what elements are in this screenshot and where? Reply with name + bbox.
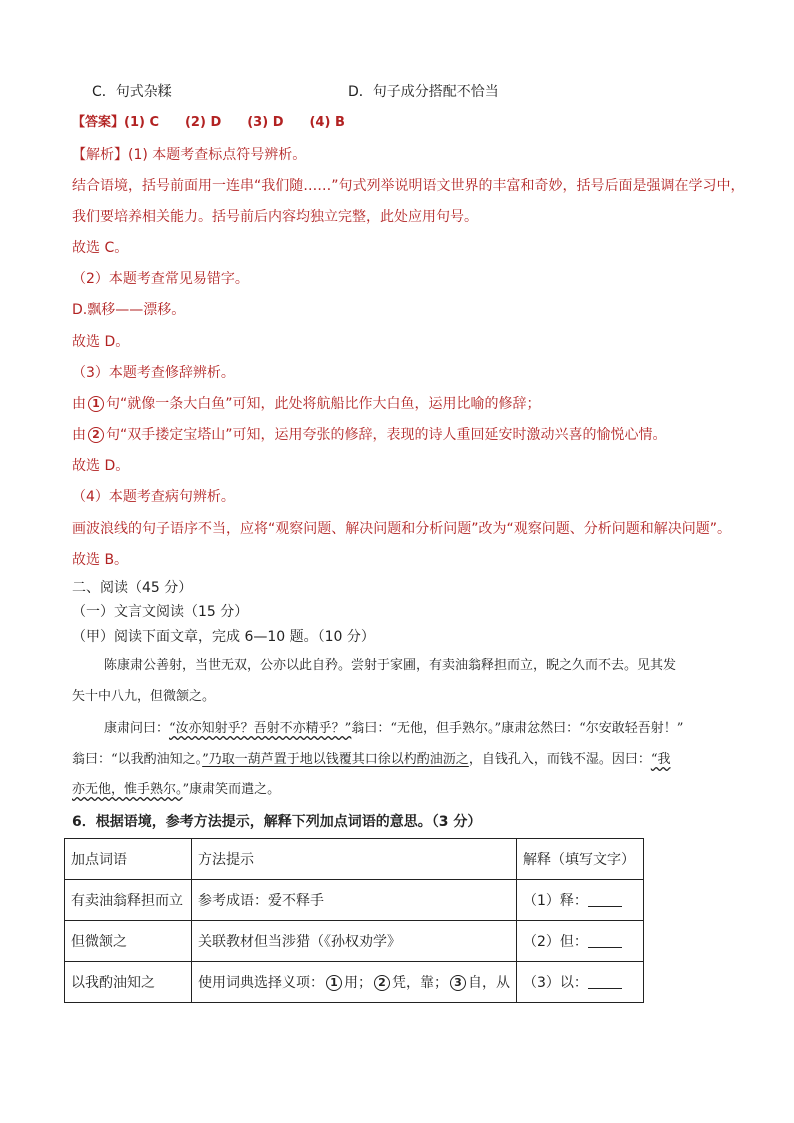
table-cell-answer: （2）但： <box>517 921 644 962</box>
table-cell-answer: （1）释： <box>517 880 644 921</box>
analysis-line-6: D.飘移——漂移。 <box>72 302 186 318</box>
question-6-prompt: 6．根据语境，参考方法提示，解释下列加点词语的意思。（3 分） <box>72 814 482 830</box>
analysis-line-13: 画波浪线的句子语序不当，应将“观察问题、解决问题和分析问题”改为“观察问题、分析问题和解决问题”。 <box>72 521 732 537</box>
passage-p2-b: 翁曰：“以我酌油知之。”乃取一葫芦置于地以钱覆其口徐以杓酌油沥之，自钱孔入，而钱不湿。因曰：“我 <box>72 752 671 767</box>
table-cell-word: 以我酌油知之 <box>65 962 192 1003</box>
passage-instruction: （甲）阅读下面文章，完成 6—10 题。（10 分） <box>72 629 375 645</box>
table-row <box>65 962 644 1003</box>
table-header: 加点词语 <box>65 839 192 880</box>
analysis-line-2: 结合语境，括号前面用一连串“我们随……”句式列举说明语文世界的丰富和奇妙，括号后面是强调在学习中， <box>72 178 745 194</box>
passage-p1-a: 陈康肃公善射，当世无双，公亦以此自矜。尝射于家圃，有卖油翁释担而立，睨之久而不去。见其发 <box>104 658 677 673</box>
option-d: D．句子成分搭配不恰当 <box>348 84 499 100</box>
answer-blank[interactable] <box>588 894 622 907</box>
table-cell-hint: 参考成语：爱不释手 <box>192 880 517 921</box>
analysis-line-8: （3）本题考查修辞辨析。 <box>72 365 235 381</box>
table-header-row <box>65 839 644 880</box>
passage-p2-c: 亦无他，惟手熟尔。”康肃笑而遣之。 <box>72 782 281 797</box>
table-cell-hint: 关联教材但当涉猎（《孙权劝学》 <box>192 921 517 962</box>
table-cell-answer: （3）以： <box>517 962 644 1003</box>
analysis-line-11: 故选 D。 <box>72 458 130 474</box>
passage-p1-b: 矢十中八九，但微颔之。 <box>72 689 216 704</box>
option-c: C．句式杂糅 <box>92 84 172 100</box>
answer-line: 【答案】(1) C (2) D (3) D (4) B <box>72 115 345 130</box>
section-subtitle: （一）文言文阅读（15 分） <box>72 604 249 620</box>
analysis-line-4: 故选 C。 <box>72 240 129 256</box>
table-row <box>65 880 644 921</box>
table-cell-word: 但微颔之 <box>65 921 192 962</box>
analysis-line-3: 我们要培养相关能力。括号前后内容均独立完整，此处应用句号。 <box>72 209 478 225</box>
analysis-line-14: 故选 B。 <box>72 552 129 568</box>
circled-number-1: 1 <box>326 975 342 991</box>
answer-blank[interactable] <box>588 935 622 948</box>
table-header: 方法提示 <box>192 839 517 880</box>
table-cell-word: 有卖油翁释担而立 <box>65 880 192 921</box>
table-cell-hint: 使用词典选择义项： 1 用； 2 凭，靠； 3 自，从 <box>192 962 517 1003</box>
analysis-line-5: （2）本题考查常见易错字。 <box>72 271 249 287</box>
answer-blank[interactable] <box>588 976 622 989</box>
circled-number-3: 3 <box>450 975 466 991</box>
analysis-line-1: 【解析】(1) 本题考查标点符号辨析。 <box>72 147 307 163</box>
table-row <box>65 921 644 962</box>
question-6-table <box>64 838 644 1003</box>
section-title: 二、阅读（45 分） <box>72 580 193 596</box>
passage-p2-a: 康肃问曰：“汝亦知射乎？吾射不亦精乎？”翁曰：“无他，但手熟尔。”康肃忿然曰：“尔安敢轻吾射！” <box>104 721 684 736</box>
analysis-line-10: 由 2 句“双手搂定宝塔山”可知，运用夸张的修辞，表现的诗人重回延安时激动兴喜的愉悦心情。 <box>72 427 667 443</box>
analysis-line-9: 由 1 句“就像一条大白鱼”可知，此处将航船比作大白鱼，运用比喻的修辞； <box>72 396 541 412</box>
analysis-line-12: （4）本题考查病句辨析。 <box>72 489 235 505</box>
table-header: 解释（填写文字） <box>517 839 644 880</box>
circled-number-1: 1 <box>88 396 104 412</box>
circled-number-2: 2 <box>88 427 104 443</box>
circled-number-2: 2 <box>374 975 390 991</box>
analysis-line-7: 故选 D。 <box>72 334 130 350</box>
